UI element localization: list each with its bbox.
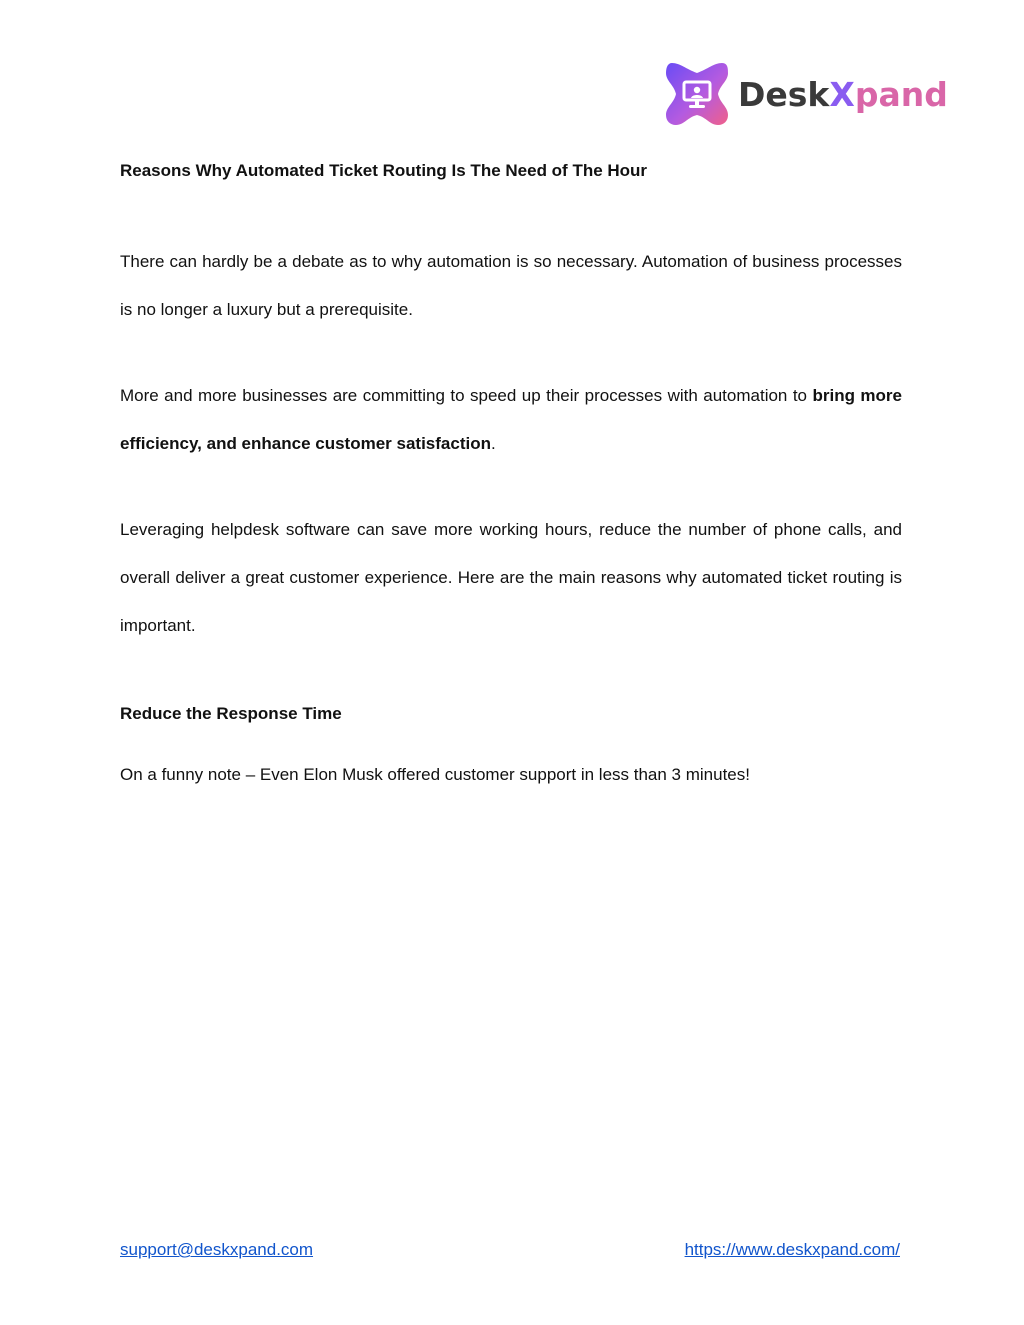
paragraph-2 — [120, 372, 902, 468]
document-body — [120, 158, 902, 799]
section-heading: Reduce the Response Time — [120, 704, 342, 723]
website-link[interactable]: https://www.deskxpand.com/ — [684, 1240, 900, 1259]
wordmark-part-pand: pand — [854, 74, 948, 114]
paragraph-1: There can hardly be a debate as to why automation is so necessary. Automation of business processes is no longer a luxury but a prerequisite. — [120, 252, 902, 319]
wordmark-part-desk: Desk — [738, 74, 830, 114]
paragraph-4: On a funny note – Even Elon Musk offered customer support in less than 3 minutes! — [120, 765, 750, 784]
paragraph-2-lead: More and more businesses are committing to speed up their processes with automation to — [120, 386, 813, 405]
wordmark-part-x: X — [829, 74, 855, 114]
document-title: Reasons Why Automated Ticket Routing Is The Need of The Hour — [120, 161, 648, 180]
paragraph-2-end: . — [490, 434, 496, 453]
support-email-link[interactable]: support@deskxpand.com — [120, 1240, 314, 1259]
paragraph-3: Leveraging helpdesk software can save more working hours, reduce the number of phone calls, and overall deliver a great customer experience. Here are the main reasons why automated ticket routing is important. — [120, 520, 902, 635]
paragraph-2-bold: bring more efficiency, and enhance customer satisfaction — [120, 386, 903, 453]
brand-wordmark — [738, 74, 948, 114]
brand-logo — [664, 60, 948, 128]
deskxpand-logo-icon — [664, 61, 730, 127]
